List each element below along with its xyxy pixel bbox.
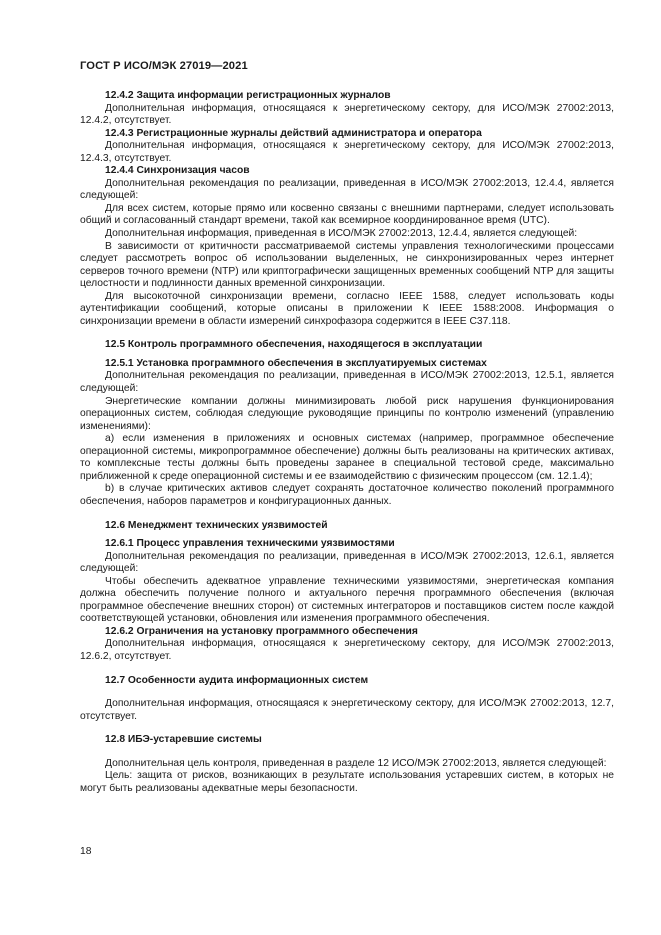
body-paragraph: Энергетические компании должны минимизировать любой риск нарушения функционирования операционных систем, соблюдая следующие руководящие принципы по контролю изменений (управлению изменениями): [80,395,614,432]
page-number: 18 [80,846,92,857]
document-body [80,90,614,795]
body-paragraph: Дополнительная рекомендация по реализации, приведенная в ИСО/МЭК 27002:2013, 12.5.1, является следующей: [80,370,614,395]
heading-12-6-2: 12.6.2 Ограничения на установку программного обеспечения [105,625,418,637]
body-paragraph: Дополнительная рекомендация по реализации, приведенная в ИСО/МЭК 27002:2013, 12.4.4, является следующей: [80,177,614,202]
body-paragraph: Дополнительная информация, относящаяся к энергетическому сектору, для ИСО/МЭК 27002:2013, 12.6.2, отсутствует. [80,638,614,662]
body-paragraph: Дополнительная рекомендация по реализации, приведенная в ИСО/МЭК 27002:2013, 12.6.1, является следующей: [80,550,614,575]
body-paragraph: Дополнительная информация, приведенная в ИСО/МЭК 27002:2013, 12.4.4, является следующей: [105,228,578,240]
body-paragraph: Для высокоточной синхронизации времени, согласно IEEE 1588, следует использовать коды аутентификации сообщений, которые описаны в приложении К IEEE 1588:2008. Информация о синхронизации времени в области измерений синхрофазора содержится в IEEE C37.118. [80,290,614,327]
body-paragraph: Дополнительная цель контроля, приведенная в разделе 12 ИСО/МЭК 27002:2013, является следующей: [105,757,607,769]
heading-12-4-3: 12.4.3 Регистрационные журналы действий администратора и оператора [105,127,482,139]
heading-12-4-2: 12.4.2 Защита информации регистрационных журналов [105,90,391,101]
body-paragraph: Для всех систем, которые прямо или косвенно связаны с внешними партнерами, следует использовать общий и согласованный стандарт времени, такой как всемирное координированное время (UTC). [80,202,614,227]
heading-12-5: 12.5 Контроль программного обеспечения, находящегося в эксплуатации [105,339,483,351]
body-paragraph: Цель: защита от рисков, возникающих в результате использования устаревших систем, в которых не могут быть реализованы адекватные меры безопасности. [80,770,614,794]
body-paragraph: Дополнительная информация, относящаяся к энергетическому сектору, для ИСО/МЭК 27002:2013, 12.4.2, отсутствует. [80,102,614,127]
document-header: ГОСТ Р ИСО/МЭК 27019—2021 [80,60,248,72]
body-paragraph: В зависимости от критичности рассматриваемой системы управления технологическими процессами следует рассмотреть вопрос об использовании выделенных, не синхронизированных через интернет серверов точного времени (NTP) или криптографически защищенных временных сообщений NTP для защиты целостности и подлинности данных временной синхронизации. [80,240,614,290]
body-paragraph: Чтобы обеспечить адекватное управление техническими уязвимостями, энергетическая компания должна обеспечить получение полного и актуального перечня программного обеспечения (включая программное обеспечение внешних сторон) от системных интеграторов и поставщиков систем после каждой соответствующей установки, обновления или изменения программного обеспечения. [80,575,614,625]
heading-12-7: 12.7 Особенности аудита информационных систем [105,674,369,686]
heading-12-6-1: 12.6.1 Процесс управления техническими уязвимостями [105,538,395,550]
list-item-b: b) в случае критических активов следует сохранять достаточное количество поколений программного обеспечения, наборов параметров и конфигурационных данных. [80,483,614,507]
heading-12-4-4: 12.4.4 Синхронизация часов [105,165,250,177]
heading-12-6: 12.6 Менеджмент технических уязвимостей [105,519,328,531]
heading-12-5-1: 12.5.1 Установка программного обеспечения в эксплуатируемых системах [105,357,487,369]
list-item-a: а) если изменения в приложениях и основных системах (например, программное обеспечение операционной системы, микропрограммное обеспечение) должны быть реализованы на критических активах, то комплексные тесты должны быть проведены заранее в специальной тестовой среде, максимально приближенной к среде операционной системы и ее взаимодействию с физическим процессом (см. 12.1.4); [80,433,614,482]
body-paragraph: Дополнительная информация, относящаяся к энергетическому сектору, для ИСО/МЭК 27002:2013, 12.7, отсутствует. [80,698,614,722]
body-paragraph: Дополнительная информация, относящаяся к энергетическому сектору, для ИСО/МЭК 27002:2013, 12.4.3, отсутствует. [80,140,614,164]
heading-12-8: 12.8 ИБЭ-устаревшие системы [105,734,262,746]
